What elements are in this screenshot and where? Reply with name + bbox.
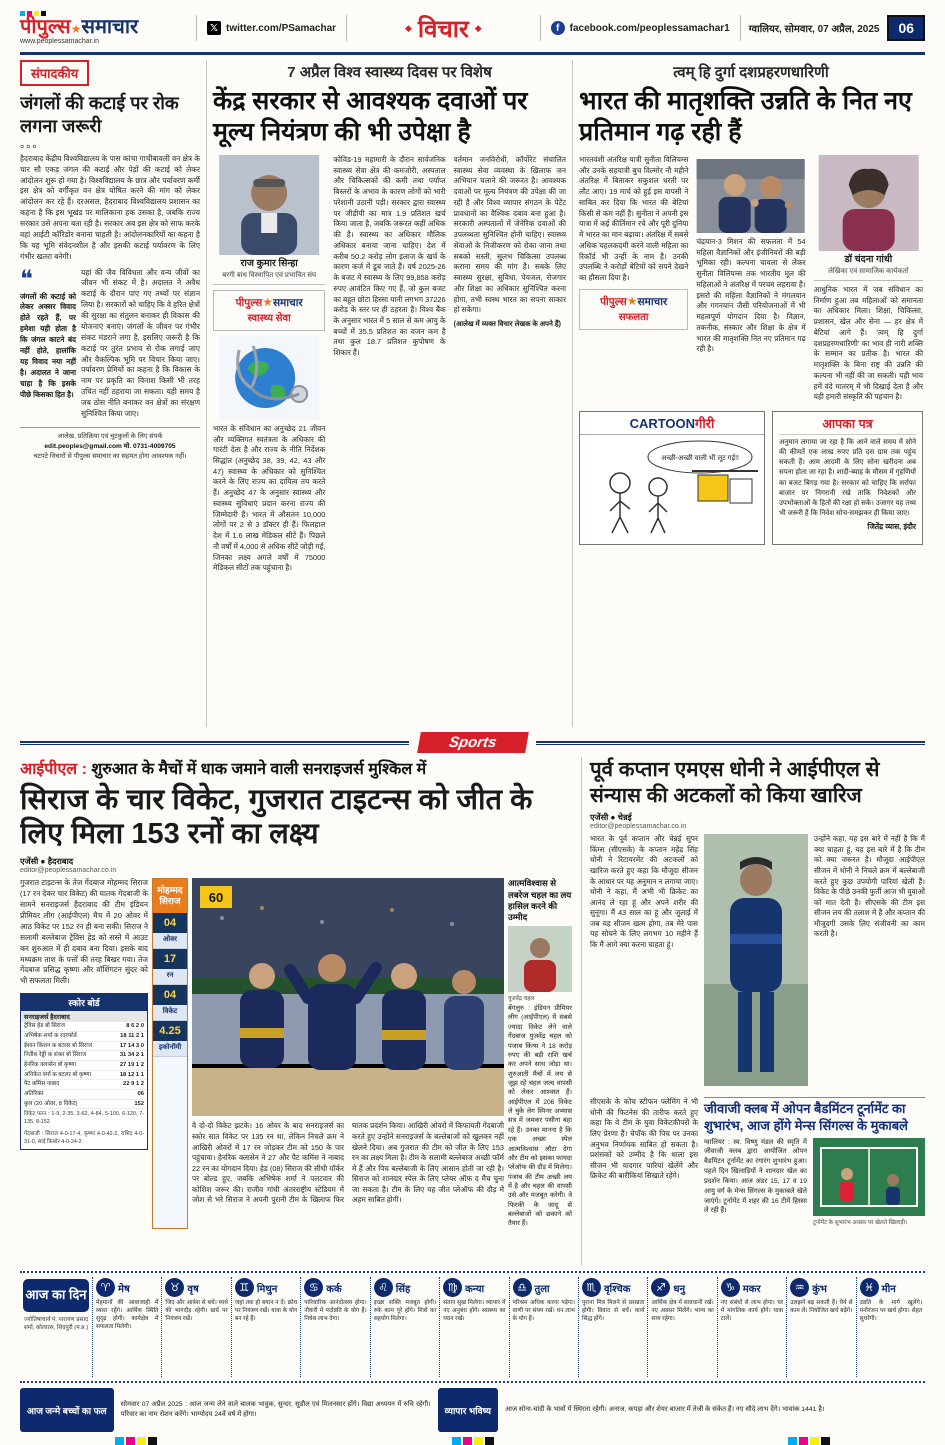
zodiac-icon: ♈ [96,1278,115,1297]
dhoni-byline: एजेंसी ● चेन्नई [590,813,632,823]
horoscope-sign-cell [856,1277,925,1377]
ipl-col-c [192,878,504,1228]
zodiac-forecast: पारिवारिक आनंदोत्सव होगा। नौकरी में पदोन्नति के योग हैं। निवेश लाभ देगा। [304,1300,367,1323]
siraj-stat [153,949,187,985]
shakti-author-photo [814,155,923,251]
ipl-kicker-label: आईपीएल : [20,761,87,778]
scoreboard-row [21,1061,147,1071]
quote-icon: ❝ [20,265,33,293]
sports-section [20,757,925,1265]
banner-line-left [20,741,409,745]
stat-label: विकेट [153,1005,187,1021]
ipl-headline: सिराज के चार विकेट, गुजरात टाइटन्स को जीत के लिए मिला 153 रनों का लक्ष्य [20,784,533,851]
batsman-figures: 8 6 2 0 [126,1023,144,1030]
letter-body: अनुमान लगाया जा रहा है कि आने वाले समय में सोने की कीमतें एक लाख रुपए प्रति दस ग्राम तक पहुंच सकती हैं। आम आदमी के लिए सोना खरीदना अब सपना होता जा रहा है। शादी-ब्याह के मौसम में गृहणियों का बजट बिगड़ गया है। सरकार को चाहिए कि सर्राफा बाजार पर निगरानी रखे ताकि निवेशकों और उपभोक्ताओं के हितों की रक्षा हो सके। उजागर यह तथ्य भी जरूरी है कि निवेश सोच-समझकर ही किया जाए। [779,438,916,517]
shakti-col-3-text: आधुनिक भारत में जब संविधान का निर्माण हुआ तब महिलाओं को समानता का अधिकार मिला। शिक्षा, चिकित्सा, प्रशासन, खेल और सेना — हर क्षेत्र में बेटियां आगे हैं। 'त्वम् हि दुर्गा दशप्रहरणधारिणी' का भाव ही नारी शक्ति के सम्मान का प्रतीक है। भारत की मातृशक्ति के बिना राष्ट्र की उन्नति की कल्पना भी नहीं की जा सकती। यही भाव हमें वंदे मातरम् में भी दिखाई देता है और यही हमारी संस्कृति की पहचान है। [813,284,923,402]
svg-text:60: 60 [208,890,224,906]
earth-stethoscope-illustration [213,336,325,420]
zodiac-forecast: इच्छा शक्ति मजबूत होगी। रुके काम पूरे होंगे। मित्रों का सहयोग मिलेगा। [373,1300,437,1323]
dhoni-col-3: सीएसके के कोच स्टीफन फ्लेमिंग ने भी धोनी की फिटनेस की तारीफ करते हुए कहा कि वे टीम के युवा विकेटकीपरों के लिए प्रेरणा हैं। चेपॉक की पिच पर उनका अनुभव निर्णायक साबित हो सकता है। प्रशंसकों को उम्मीद है कि थाला इस सीजन भी यादगार पारियां खेलेंगे और क्रिकेट की बारीकियां सिखाते रहेंगे। [590,1097,698,1181]
shakti-col-3 [814,155,923,403]
ipl-main-grid [20,878,572,1228]
svg-text:अच्छी-अच्छी वाली भी लूट गई!!: अच्छी-अच्छी वाली भी लूट गई!! [661,454,739,462]
health-col-3-text: वर्तमान जनविरोधी, कॉर्पोरेट संचालित स्वास्थ्य सेवा व्यवस्था के खिलाफ जन अभियान चलाने की जरूरत है। आवश्यक दवाओं पर मूल्य नियंत्रण की उपेक्षा की जा रही है और विश्व व्यापार संगठन के पेटेंट प्रावधानों का वैश्विक दबाव बना हुआ है। सरकारी अस्पतालों में जेनेरिक दवाओं की उपलब्धता सुनिश्चित होनी चाहिए। स्वास्थ्य सेवाओं के निजीकरण को रोका जाना तथा सबको सस्ती, सुलभ चिकित्सा उपलब्ध कराना समय की मांग है। सबके लिए स्वास्थ्य सुरक्षा, सुविधा, पेयजल, रोजगार और शिक्षा का अधिकार सुनिश्चित करना होगा, तभी स्वस्थ भारत का सपना साकार हो सकेगा। [453,155,566,315]
section-title-text: विचार [417,15,469,43]
horoscope-sign-cell [300,1277,369,1377]
health-author-name: राज कुमार सिन्हा [240,258,298,269]
astrologer-credit: ज्योतिषाचार्य पं. नारायण प्रसाद शर्मा, कोलारस, शिवपुरी (म.प्र.) [23,1316,89,1331]
ipl-article [20,757,572,1265]
website-url: www.peoplessamachar.in [20,38,99,45]
batsman-figures: 22 9 1 2 [123,1081,144,1088]
shakti-author-desc: लेखिका एवं सामाजिक कार्यकर्ता [814,267,923,281]
horoscope-day-box [20,1277,92,1377]
zodiac-name: धनु [673,1283,686,1295]
horoscope-row [20,1271,925,1383]
horoscope-sign-cell [92,1277,161,1377]
scoreboard-box [20,993,148,1150]
sign-header [165,1278,227,1297]
x-twitter-icon: 𝕏 [207,21,221,35]
shakti-col-2 [696,155,805,403]
stat-label: रन [153,969,187,985]
ipl-col-a [20,878,148,1228]
batsman-figures: 17 14 3 0 [119,1042,144,1049]
horoscope-sign-cell [161,1277,230,1377]
brand-first: पीपुल्स [235,296,263,309]
siraj-name: मोहम्मद सिराज [153,879,187,913]
birth-result-label: आज जन्मे बच्चों का फल [20,1388,114,1432]
cartoon-title-main: CARTOON [629,415,696,431]
dhoni-row-2 [590,1097,925,1225]
sports-banner [20,732,925,753]
batsman-figures: 06 [137,1091,144,1097]
sign-header [304,1278,366,1297]
cartoon-drawing [580,435,764,544]
horoscope-sign-cell [786,1277,855,1377]
zodiac-icon: ♉ [165,1278,184,1297]
chahal-body: बेंगलुरु : इंडियन प्रीमियर लीग (आईपीएल) में सबसे ज्यादा विकेट लेने वाले गेंदबाज युजवेंद्र चहल को पंजाब किंग्स ने 18 करोड़ रुपए की बड़ी राशि खर्च कर अपने साथ जोड़ा था। शुरुआती मैचों में लय से जूझ रहे चहल जल्द वापसी को लेकर आश्वस्त हैं। आईपीएल में 206 विकेट ले चुके लेग स्पिनर अभ्यास सत्र में जमकर पसीना बहा रहे हैं। उनका मानना है कि एक अच्छा स्पेल आत्मविश्वास लौटा देगा और टीम को इसका फायदा प्लेऑफ की दौड़ में मिलेगा। पंजाब की टीम अच्छी लय में है और चहल की वापसी उसे और मजबूत करेगी। वे फिरकी के जादू से बल्लेबाजों को छकाने को तैयार हैं। [508,1005,572,1228]
shakti-headline: भारत की मातृशक्ति उन्नति के नित नए प्रतिमान गढ़ रही हैं [579,87,912,146]
cmyk-marks-center [452,1437,494,1445]
sign-header [96,1278,158,1297]
horoscope-sign-cell [717,1277,786,1377]
zodiac-forecast: जिद और आवेश से बचें। व्यर्थ की भागदौड़ रहेगी। खर्च पर नियंत्रण रखें। [165,1300,228,1323]
brand-logo [216,294,322,311]
stat-value: 04 [153,913,187,933]
batsman-figures: 27 19 1 2 [119,1061,144,1068]
logo-star-icon: ★ [70,22,82,36]
reader-letter-box [772,411,923,545]
siraj-stats-strip [152,878,188,1228]
zodiac-icon: ♊ [235,1278,254,1297]
print-registration-marks [20,1437,925,1445]
batsman-figures: 18 11 2 1 [120,1032,144,1039]
badminton-body: ग्वालियर : स्व. विष्णु मंडल की स्मृति में जीवाजी क्लब द्वारा आयोजित ओपन बैडमिंटन टूर्नामेंट का रंगारंग शुभारंभ हुआ। पहले दिन खिलाड़ियों ने शानदार खेल का प्रदर्शन किया। आज अंडर 15, 17 व 19 आयु वर्ग के मेन्स सिंगल्स के मुकाबले खेले जाएंगे। टूर्नामेंट में शहर की 16 टीमें हिस्सा ले रही हैं। [704,1138,807,1215]
bottom-strip [20,1388,925,1432]
sign-header [443,1278,505,1297]
sign-header [582,1278,644,1297]
zodiac-forecast: पुराना मित्र मिलने से प्रसन्नता होगी। विवाद से बचें। कार्य सिद्ध होंगे। [581,1300,645,1323]
shakti-columns [579,155,923,403]
trade-forecast-label: व्यापार भविष्य [438,1388,498,1432]
contact-line-3: चटपटे विचारों से पीपुल्स समाचार का सहमत होना आवश्यक नहीं। [33,452,187,460]
zodiac-icon: ♎ [513,1278,532,1297]
horoscope-sign-cell [439,1277,508,1377]
cmyk-marks-right [788,1437,830,1445]
top-section [20,55,925,727]
stat-label: ओवर [153,933,187,949]
scoreboard-row [21,1071,147,1081]
ipl-email: editor@peoplessamachar.co.in [20,867,117,875]
ornament-left-icon: ◆ [405,22,412,33]
health-author-photo [213,155,325,255]
zodiac-forecast: मेहमानों की आवाजाही में व्यस्त रहेंगे। आर्थिक स्थिति सुदृढ़ होगी। कार्यक्षेत्र में सफलता मिलेगी। [96,1300,159,1331]
batsman-name: ट्रेविस हेड बो सिराज [24,1023,65,1030]
zodiac-forecast: परिश्रम अधिक करना पड़ेगा। वाणी पर संयम रखें। धन लाभ के योग हैं। [512,1300,575,1323]
badminton-headline: जीवाजी क्लब में ओपन बैडमिंटन टूर्नामेंट का शुभारंभ, आज होंगे मेन्स सिंगल्स के मुकाबले [704,1101,908,1133]
banner-line-right [536,741,925,745]
day-label: आज का दिन [23,1279,89,1312]
batsman-name: अतिरिक्त [24,1091,44,1097]
scoreboard-title: स्कोर बोर्ड [21,994,147,1011]
chahal-caption: युजवेंद्र चहल [508,996,535,1003]
cartoon-title [580,412,764,435]
zodiac-forecast: आर्थिक क्षेत्र में सावधानी रखें। नए अवसर मिलेंगे। भाग्य का साथ रहेगा। [651,1300,714,1323]
zodiac-icon: ♓ [860,1278,879,1297]
stat-value: 04 [153,985,187,1005]
cricket-celebration-photo [192,878,504,1116]
zodiac-icon: ♒ [790,1278,809,1297]
zodiac-name: कर्क [326,1283,342,1295]
zodiac-icon: ♏ [582,1278,601,1297]
zodiac-icon: ♍ [443,1278,462,1297]
contact-email: edit.peoples@gmail.com मो. 0731-4009705 [44,442,176,450]
brand-second: समाचार [272,296,303,309]
cartoon-title-sub: गीरी [695,415,715,431]
astronauts-photo [696,159,805,233]
siraj-stat [153,985,187,1021]
badminton-caption: टूर्नामेंट के शुभारंभ अवसर पर खेलते खिलाड़ी। [813,1219,908,1226]
horoscope-sign-cell [509,1277,578,1377]
horoscope-sign-cell [231,1277,300,1377]
letter-signature: जितेंद्र व्यास, इंदौर [867,522,916,532]
batsman-name: हेनरिक क्लासेन बो कृष्णा [24,1061,77,1068]
logo-first-word: पीपुल्स [20,16,71,38]
zodiac-icon: ♐ [651,1278,670,1297]
zodiac-name: तुला [534,1283,550,1295]
health-col-1-text: भारत के संविधान का अनुच्छेद 21 जीवन और व्यक्तिगत स्वतंत्रता के अधिकार की गारंटी देता है और राज्य के नीति निर्देशक सिद्धांत (अनुच्छेद 38, 39, 42, 43 और 47) स्वास्थ्य के अधिकार को सुनिश्चित करने के लिए राज्य का दायित्व तय करते हैं। अनुच्छेद 47 के अनुसार स्वास्थ्य और स्वास्थ्य सुविधाएं प्रदान करना राज्य की जिम्मेदारी है। भारत में औसतन 10,000 लोगों पर 2 से 3 डॉक्टर ही हैं। फिलहाल देश में 1.6 लाख मेडिकल सीटें हैं। पिछले नौ वर्षों में 4,000 से अधिक सीटें जोड़ी गईं, जिनका लक्ष्य अगले वर्षों में 75000 मेडिकल सीटों तक पहुंचाना है। [213,423,326,573]
zodiac-name: कन्या [465,1283,485,1295]
zodiac-icon: ♋ [304,1278,323,1297]
editorial-quote-row [20,265,200,420]
editorial-body-1: हैदराबाद केंद्रीय विश्वविद्यालय के पास कांचा गाचीबावली वन क्षेत्र के चार सौ एकड़ जंगल की कटाई और पेड़ों की कटाई को लेकर आंदोलन शुरू हो गया है। विश्वविद्यालय के छात्र और पर्यावरण कर्मी इस क्षेत्र को वर्गीकृत वन क्षेत्र घोषित करने की मांग को लेकर आंदोलन कर रहे हैं। दरअसल, हैदराबाद विश्वविद्यालय प्रशासन का कहना है कि इस भूखंड पर मालिकाना हक उसका है, जबकि राज्य सरकार उसे अपना बता रही है। सरकार अब इस क्षेत्र को साफ करके वहां आईटी कॉरिडोर बनाना चाहती है। आंदोलनकारियों का कहना है कि यह भूमि संवेदनशील है और इसकी कटाई पर्यावरण के लिए गंभीर खतरा बनेगी। [20,153,200,261]
batsman-name: नितीश रेड्डी क शंकर बो सिराज [24,1052,87,1059]
zodiac-forecast: संतान सुख मिलेगा। व्यापार में नए अनुबंध होंगे। स्वास्थ्य का ध्यान रखें। [443,1300,506,1323]
health-brand-box [213,290,325,331]
siraj-stat [153,913,187,949]
scoreboard-row [21,1090,147,1100]
batsman-name: ईशान किशन क बटलर बो सिराज [24,1042,93,1049]
cmyk-marks-left [115,1437,157,1445]
pullquote-text: जंगलों की कटाई को लेकर अक्सर विवाद होते रहते हैं, पर हमेशा यही होता है कि जंगल काटने बंद नहीं होते, हालांकि यह विवाद नया नहीं है। अदालत ने जाना चाहा है कि इसके पीछे किसका हित है। [20,291,76,399]
sign-header [513,1278,575,1297]
sign-header [374,1278,436,1297]
ornament-right-icon: ◆ [474,22,482,33]
twitter-handle: twitter.com/PSamachar [226,22,337,34]
batsman-figures: 18 12 1 1 [119,1071,144,1078]
twitter-chip [196,15,347,41]
batsman-name: कुल (20 ओवर, 8 विकेट) [24,1100,78,1107]
ipl-kicker-text: शुरुआत के मैचों में धाक जमाने वाली सनराइजर्स मुश्किल में [86,761,427,778]
scoreboard-row [21,1051,147,1061]
dhoni-photo [704,834,808,1091]
scoreboard-rows [21,1022,147,1109]
facebook-chip [540,15,741,41]
sign-header [790,1278,852,1297]
editorial-contact-box [20,427,200,462]
scoreboard-row [21,1032,147,1042]
sign-header [235,1278,297,1297]
zodiac-name: वृष [187,1283,199,1295]
ipl-body-bottom: वे दो-दो विकेट झटके। 16 ओवर के बाद सनराइजर्स का स्कोर सात विकेट पर 135 रन था, लेकिन निचले क्रम ने आखिरी ओवरों में 17 रन जोड़कर टीम को 150 के पार पहुंचाया। हेनरिक क्लासेन ने 27 और पैट कमिंस ने नाबाद 22 रन का योगदान दिया। हेड (08) सिराज की सीधी यॉर्कर पर बोल्ड हुए, जबकि अभिषेक शर्मा ने पलटवार की कोशिश जरूर की। राजीव गांधी अंतरराष्ट्रीय स्टेडियम में जोश से भरे सिराज ने अपनी पुरानी टीम के खिलाफ फिर घातक प्रदर्शन किया। आखिरी ओवरों में किफायती गेंदबाजी करते हुए उन्होंने सनराइजर्स के बल्लेबाजों को खुलकर नहीं खेलने दिया। अब गुजरात की टीम को जीत के लिए 153 रन का लक्ष्य मिला है। टीम के सलामी बल्लेबाज अच्छी फॉर्म में हैं और पिच बल्लेबाजी के लिए आसान होती जा रही है। सिराज को शानदार स्पेल के लिए प्लेयर ऑफ द मैच चुना जा सकता है। टीम के लिए यह जीत प्लेऑफ की दौड़ में अहम साबित होगी। [192,1121,504,1205]
stat-label: इकोनॉमी [153,1041,187,1057]
facebook-icon: f [551,21,565,35]
badminton-photo [813,1138,925,1226]
trade-forecast-text: आज सोना-चांदी के भावों में स्थिरता रहेगी। अनाज, कपड़ा और शेयर बाजार में तेजी के संकेत हैं। नए सौदे लाभ देंगे। भावांक 1441 है। [505,1406,825,1414]
health-col-1 [213,155,325,574]
dhoni-email: editor@peoplessamachar.co.in [590,823,687,831]
brand-star-icon: ★ [626,293,638,308]
siraj-stat [153,1021,187,1057]
brand-logo [582,293,685,310]
editorial-headline: जंगलों की कटाई पर रोक लगना जरूरी [20,93,179,137]
zodiac-forecast: नए संबंधों से लाभ होगा। घर में मांगलिक कार्य होंगे। यात्रा टालें। [720,1300,784,1323]
page-number: 06 [887,15,925,41]
health-headline: केंद्र सरकार से आवश्यक दवाओं पर मूल्य नियंत्रण की भी उपेक्षा है [213,87,528,146]
birth-result-text: सोमवार 07 अप्रैल 2025 : आज जन्म लेने वाले बालक भावुक, सुन्दर, सुडौल एवं मिलनसार होंगे। विद्या अध्ययन में रुचि रहेगी। परिवार का नाम रोशन करेंगे। भाग्योदय 24वें वर्ष में होगा। [120,1401,431,1418]
scoreboard-row [21,1042,147,1052]
facebook-handle: facebook.com/peoplessamachar1 [569,22,730,34]
batsman-figures: 31 34 2 1 [119,1052,144,1059]
shakti-brand-box [579,289,688,330]
scoreboard-row [21,1022,147,1032]
scoreboard-row [21,1100,147,1110]
health-kicker: 7 अप्रैल विश्व स्वास्थ्य दिवस पर विशेष [287,64,492,81]
cartoon-box [579,411,765,545]
health-author-note: (आलेख में व्यक्त विचार लेखक के अपने हैं) [453,321,561,329]
siraj-stats-list [153,913,187,1057]
shakti-col-1-text: भारतवंशी अंतरिक्ष यात्री सुनीता विलियम्स और उनके सहयात्री बुच विल्मोर नौ महीने अंतरिक्ष में बिताकर सकुशल धरती पर लौट आए। 19 मार्च को हुई इस वापसी ने साबित कर दिया कि भारत की बेटियां किसी से कम नहीं हैं। सुनीता ने अपनी इस यात्रा में कई कीर्तिमान रचे और पूरी दुनिया में भारत का मान बढ़ाया। अंतरिक्ष में सबसे अधिक चहलकदमी करने वाली महिला का रिकॉर्ड भी उन्हीं के नाम है। उनकी उपलब्धि ने करोड़ों बेटियों को सपने देखने का हौसला दिया है। [579,155,689,283]
zodiac-name: वृश्चिक [603,1283,631,1295]
sports-banner-chip: Sports [417,732,528,753]
letter-title: आपका पत्र [779,415,916,435]
horoscope-sign-cell [370,1277,439,1377]
zodiac-name: मेष [118,1283,130,1295]
brand-star-icon: ★ [262,294,273,309]
zodiac-forecast: उन्नति के मार्ग खुलेंगे। मनोरंजन पर खर्च होगा। सेहत सुधरेगी। [859,1300,923,1323]
batsman-name: अभिषेक शर्मा क रदरफोर्ड [24,1032,77,1039]
stat-value: 4.25 [153,1021,187,1041]
bowling-figures: गेंदबाजी : सिराज 4-0-17-4, कृष्णा 4-0-42-2, राशिद 4-0-31-0, साई किशोर 4-0-24-2 [24,1131,144,1145]
chahal-headline: आत्मविश्वास से लबरेज चहल का लय हासिल करने की उम्मीद [508,878,572,922]
ipl-kicker [20,757,572,779]
newspaper-logo [20,11,188,45]
masthead [20,6,925,50]
fall-of-wickets: विकेट पतन : 1-9, 2-35, 3-62, 4-84, 5-100, 6-120, 7-135, 8-152 [24,1111,144,1126]
batsman-name: अनिकेत वर्मा क बटलर बो कृष्णा [24,1071,91,1078]
dhoni-article [581,757,925,1265]
shakti-col-1 [579,155,688,403]
shakti-col-2-text: चंद्रयान-3 मिशन की सफलता में 54 महिला वैज्ञानिकों और इंजीनियरों की बड़ी भूमिका रही। कल्पना चावला से लेकर सुनीता विलियम्स तक भारतीय मूल की महिलाओं ने अंतरिक्ष में परचम लहराया है। इसरो की महिला वैज्ञानिकों ने मंगलयान और गगनयान जैसी परियोजनाओं में भी महत्वपूर्ण योगदान दिया है। विज्ञान, तकनीक, संस्कार और शिक्षा के क्षेत्र में भारत की मातृशक्ति नित नए प्रतिमान गढ़ रही है। [696,237,806,354]
dhoni-col-2: उन्होंने कहा, यह इस बारे में नहीं है कि मैं क्या चाहता हूं, यह इस बारे में है कि टीम को क्या जरूरत है। मौजूदा आईपीएल सीजन में धोनी ने निचले क्रम में बल्लेबाजी करते हुए कुछ उपयोगी पारियां खेली हैं। विकेट के पीछे उनकी फुर्ती आज भी युवाओं को मात देती है। सीएसके की टीम इस सीजन लय की तलाश में है और कप्तान की मौजूदगी उसके लिए संजीवनी का काम करती है। [814,834,925,939]
shakti-bottom-row [579,411,923,545]
brand-first: पीपुल्स [600,295,627,308]
health-col-3 [454,155,566,574]
logo-name [20,17,188,37]
zodiac-icon: ♑ [721,1278,740,1297]
editorial-column [20,60,200,727]
sign-header [721,1278,783,1297]
zodiac-forecast: उलझनें बढ़ सकती हैं। धैर्य से काम लें। नियोजित खर्च बढ़ेंगे। [790,1300,853,1315]
editorial-label: संपादकीय [20,60,89,86]
editorial-marker: ००० [20,141,39,151]
scoreboard-row [21,1080,147,1090]
contact-line-1: आलेख, प्रतिक्रिया एवं चुटकुलों के लिए संपर्क [57,432,163,440]
brand-second: समाचार [637,295,668,308]
badminton-row [704,1138,925,1226]
health-article [206,60,566,727]
ipl-body-left: गुजरात टाइटन्स के तेज गेंदबाज मोहम्मद सिराज (17 रन देकर चार विकेट) की घातक गेंदबाजी के सामने सनराइजर्स हैदराबाद की टीम इंडियन प्रीमियर लीग (आईपीएल) मैच में 20 ओवर में आठ विकेट पर 152 रन ही बना सकी। सिराज ने सलामी बल्लेबाज ट्रेविस हेड को सस्ते में आउट कर शुरुआत में ही दबाव बना दिया। इसके बाद मध्यक्रम ताश के पत्तों की तरह बिखर गया। तेज गेंदबाज प्रसिद्ध कृष्णा और वॉशिंगटन सुंदर को भी सफलता मिली। [20,878,148,986]
page-section-title [405,12,482,45]
dhoni-row-1 [590,834,925,1091]
stat-value: 17 [153,949,187,969]
sign-header [860,1278,922,1297]
zodiac-name: कुंभ [812,1283,827,1295]
chahal-box [508,878,572,1228]
dhoni-col-1: भारत के पूर्व कप्तान और चेन्नई सुपर किंग्स (सीएसके) के कप्तान महेंद्र सिंह धोनी ने रिटायरमेंट की अटकलों को खारिज करते हुए कहा कि मौजूदा सीजन के आधार पर यह अनुमान न लगाया जाए। धोनी ने कहा, मैं अभी भी क्रिकेट का आनंद ले रहा हूं और अपने शरीर की सुनूंगा। मैं 43 साल का हूं और जुलाई में जब यह सीजन खत्म होगा, तब मेरे पास यह सोचने के लिए लगभग 10 महीने हैं कि मैं आगे क्या करना चाहता हूं। [590,834,698,950]
zodiac-forecast: जहां तक हो बयान न दें। क्रोध पर नियंत्रण रखें। यात्रा के योग बन रहे हैं। [234,1300,298,1323]
shakti-kicker: त्वम् हि दुर्गा दशप्रहरणधारिणी [673,64,829,81]
health-columns [213,155,566,574]
health-author-desc: बरगी बांध विस्थापित एवं प्रभावित संघ [213,271,325,285]
shakti-article [572,60,923,727]
sign-header [651,1278,713,1297]
editorial-pullquote [20,265,76,420]
chahal-photo [508,926,572,992]
zodiac-name: सिंह [395,1283,411,1295]
zodiac-icon: ♌ [374,1278,393,1297]
horoscope-signs [92,1277,925,1377]
batsman-figures: 152 [134,1100,144,1107]
health-section-tag: स्वास्थ्य सेवा [247,313,291,325]
ipl-byline: एजेंसी ● हैदराबाद [20,857,74,867]
zodiac-name: मिथुन [256,1283,278,1295]
scoreboard-team: सनराइजर्स हैदराबाद [21,1011,147,1022]
horoscope-sign-cell [647,1277,716,1377]
zodiac-name: मीन [881,1283,896,1295]
zodiac-name: मकर [742,1283,761,1295]
dateline: ग्वालियर, सोमवार, 07 अप्रैल, 2025 [748,24,880,35]
health-col-2: कोविड-19 महामारी के दौरान सार्वजनिक स्वास्थ्य सेवा क्षेत्र की कमजोरी, अस्पताल और चिकित्सकों की कमी तथा पर्याप्त बिस्तरों के अभाव के कारण लोगों को भारी परेशानी उठानी पड़ी। सरकार द्वारा स्वास्थ्य पर जीडीपी का मात्र 1.9 प्रतिशत खर्च किया जाता है, जबकि जरूरत कहीं अधिक की है। स्वास्थ्य का अधिकार मौलिक अधिकार बनाया जाना चाहिए। देश में करीब 50.2 करोड़ लोग इलाज के खर्च के कारण कर्ज में डूब जाते हैं। वर्ष 2025-26 के बजट में स्वास्थ्य के लिए 99,858 करोड़ रुपए आवंटित किए गए हैं, जो कुल बजट का बहुत छोटा हिस्सा यानी लगभग 37226 करोड़ के स्तर पर ही ठहरता है। विश्व बैंक के अनुसार भारत में 5 साल से कम आयु के बच्चों में 35.5 प्रतिशत का वजन कम है तथा कुल 18.7 प्रतिशत कुपोषण के शिकार हैं। [333,155,446,358]
horoscope-sign-cell [578,1277,647,1377]
badminton-article [704,1097,925,1225]
batsman-name: पैट कमिंस नाबाद [24,1081,60,1088]
logo-second-word: समाचार [81,16,139,38]
dhoni-headline: पूर्व कप्तान एमएस धोनी ने आईपीएल से संन्यास की अटकलों को किया खारिज [590,758,880,807]
editorial-body-2: यहां की जैव विविधता और वन्य जीवों का जीवन भी संकट में है। अदालत ने अवैध कटाई के दौरान पाए गए तथ्यों पर संज्ञान लिया है। सरकारों को चाहिए कि वे हरित क्षेत्रों की सुरक्षा का संतुलन बनाकर ही विकास की योजनाएं बनाएं। जंगलों के जीवन पर गंभीर संकट मंडराने लगा है, इसलिए जरूरी है कि कटाई पर तुरंत प्रभाव से रोक लगाई जाए और वैकल्पिक भूमि पर विचार किया जाए। पर्यावरण प्रेमियों का कहना है कि विकास के नाम पर प्रकृति का विनाश किसी भी तरह उचित नहीं ठहराया जा सकता। यही समय है जब ठोस नीति बनाकर वन क्षेत्रों का संरक्षण सुनिश्चित किया जाए। [81,267,200,418]
shakti-section-tag: सफलता [618,312,649,324]
shakti-author-name: डॉ चंदना गांधी [844,254,893,265]
